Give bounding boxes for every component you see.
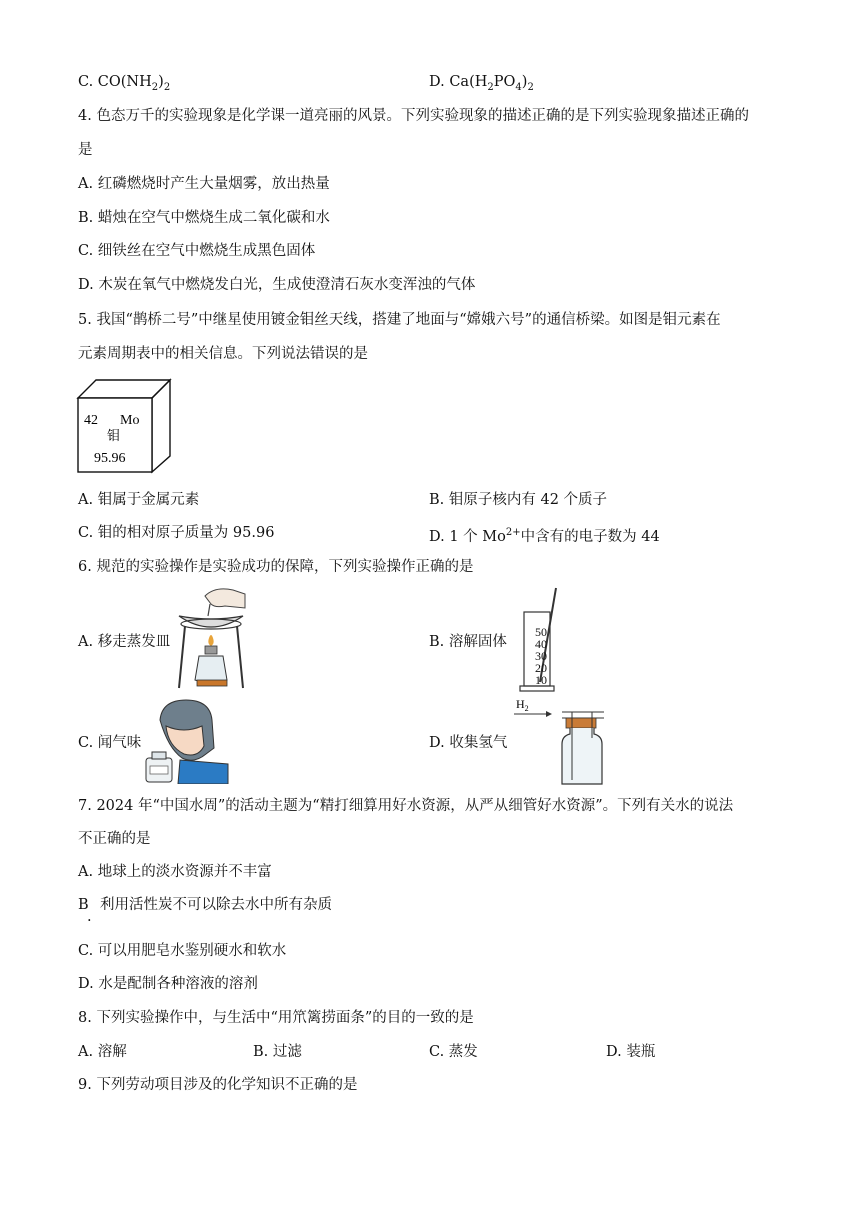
q3-option-d-text: D. Ca(H bbox=[429, 74, 488, 90]
q8-option-b: B. 过滤 bbox=[253, 1044, 302, 1060]
q5-option-a: A. 钼属于金属元素 bbox=[78, 492, 200, 508]
cylinder-mark: 50 bbox=[535, 625, 547, 639]
superscript: 2+ bbox=[505, 527, 521, 538]
subscript: 2 bbox=[151, 81, 159, 93]
subscript: 2 bbox=[163, 81, 171, 93]
q6-stem: 6. 规范的实验操作是实验成功的保障，下列实验操作正确的是 bbox=[78, 559, 474, 575]
q5-option-d bbox=[429, 523, 660, 547]
cylinder-mark: 10 bbox=[535, 673, 547, 687]
graduated-cylinder-figure bbox=[518, 586, 558, 694]
q8-option-c: C. 蒸发 bbox=[429, 1044, 478, 1060]
q3-option-d-text: ) bbox=[521, 74, 528, 90]
q6-option-d: D. 收集氢气 bbox=[429, 735, 508, 751]
evaporating-dish-figure bbox=[175, 586, 247, 692]
q8-stem: 8. 下列实验操作中，与生活中“用笊篱捞面条”的目的一致的是 bbox=[78, 1010, 474, 1026]
subscript: 2 bbox=[487, 81, 494, 93]
q5-option-d-text: D. 1 个 Mo bbox=[429, 528, 506, 545]
cylinder-mark: 40 bbox=[535, 637, 547, 651]
q4-option-d: D. 木炭在氧气中燃烧发白光，生成使澄清石灰水变浑浊的气体 bbox=[78, 277, 476, 293]
q5-stem-line1: 5. 我国“鹊桥二号”中继星使用镀金钼丝天线，搭建了地面与“嫦娥六号”的通信桥梁。如图是钼元素在 bbox=[78, 312, 721, 328]
cylinder-mark: 20 bbox=[535, 661, 547, 675]
q4-option-c: C. 细铁丝在空气中燃烧生成黑色固体 bbox=[78, 243, 316, 259]
q7-option-b-letter: B bbox=[78, 897, 89, 913]
gas-collection-bottle-figure bbox=[512, 694, 608, 786]
q7-option-b-dot: . bbox=[87, 909, 92, 925]
element-name: 钼 bbox=[107, 429, 121, 444]
q7-stem-line2: 不正确的是 bbox=[78, 831, 151, 847]
q5-stem-line2: 元素周期表中的相关信息。下列说法错误的是 bbox=[78, 346, 368, 362]
q7-stem-line1: 7. 2024 年“中国水周”的活动主题为“精打细算用好水资源，从严从细管好水资源”。下列有关水的说法 bbox=[78, 798, 734, 814]
q7-option-c: C. 可以用肥皂水鉴别硬水和软水 bbox=[78, 943, 287, 959]
q4-option-b: B. 蜡烛在空气中燃烧生成二氧化碳和水 bbox=[78, 210, 330, 226]
q6-option-c: C. 闻气味 bbox=[78, 735, 142, 751]
q3-option-c-text: C. CO(NH bbox=[78, 74, 152, 90]
q7-option-d: D. 水是配制各种溶液的溶剂 bbox=[78, 976, 258, 992]
q4-stem-line2: 是 bbox=[78, 142, 93, 158]
element-tile-figure bbox=[74, 376, 174, 476]
subscript: 4 bbox=[515, 81, 522, 93]
q3-option-d-text: PO bbox=[493, 74, 516, 90]
q7-option-a: A. 地球上的淡水资源并不丰富 bbox=[78, 864, 272, 880]
q4-stem-line1: 4. 色态万千的实验现象是化学课一道亮丽的风景。下列实验现象的描述正确的是下列实验现象描述正确的 bbox=[78, 108, 749, 124]
element-atomic-number: 42 bbox=[84, 413, 98, 428]
q5-option-d-text: 中含有的电子数为 44 bbox=[520, 528, 660, 545]
smelling-gas-figure bbox=[144, 698, 230, 784]
q3-option-d bbox=[429, 72, 534, 98]
q7-option-b: 利用活性炭不可以除去水中所有杂质 bbox=[100, 897, 332, 913]
element-atomic-mass: 95.96 bbox=[94, 451, 126, 466]
gas-label: $H_2$ bbox=[516, 697, 529, 713]
q3-option-c bbox=[78, 72, 170, 98]
q3-option-c-text: ) bbox=[158, 74, 164, 90]
q4-option-a: A. 红磷燃烧时产生大量烟雾，放出热量 bbox=[78, 176, 330, 192]
q5-option-c: C. 钼的相对原子质量为 95.96 bbox=[78, 525, 275, 541]
q5-option-b: B. 钼原子核内有 42 个质子 bbox=[429, 492, 608, 508]
element-symbol: Mo bbox=[120, 413, 140, 428]
q6-option-a: A. 移走蒸发皿 bbox=[78, 634, 171, 650]
cylinder-mark: 30 bbox=[535, 649, 547, 663]
q8-option-a: A. 溶解 bbox=[78, 1044, 127, 1060]
subscript: 2 bbox=[527, 81, 534, 93]
q8-option-d: D. 装瓶 bbox=[606, 1044, 656, 1060]
q6-option-b: B. 溶解固体 bbox=[429, 634, 507, 650]
q9-stem: 9. 下列劳动项目涉及的化学知识不正确的是 bbox=[78, 1077, 358, 1093]
